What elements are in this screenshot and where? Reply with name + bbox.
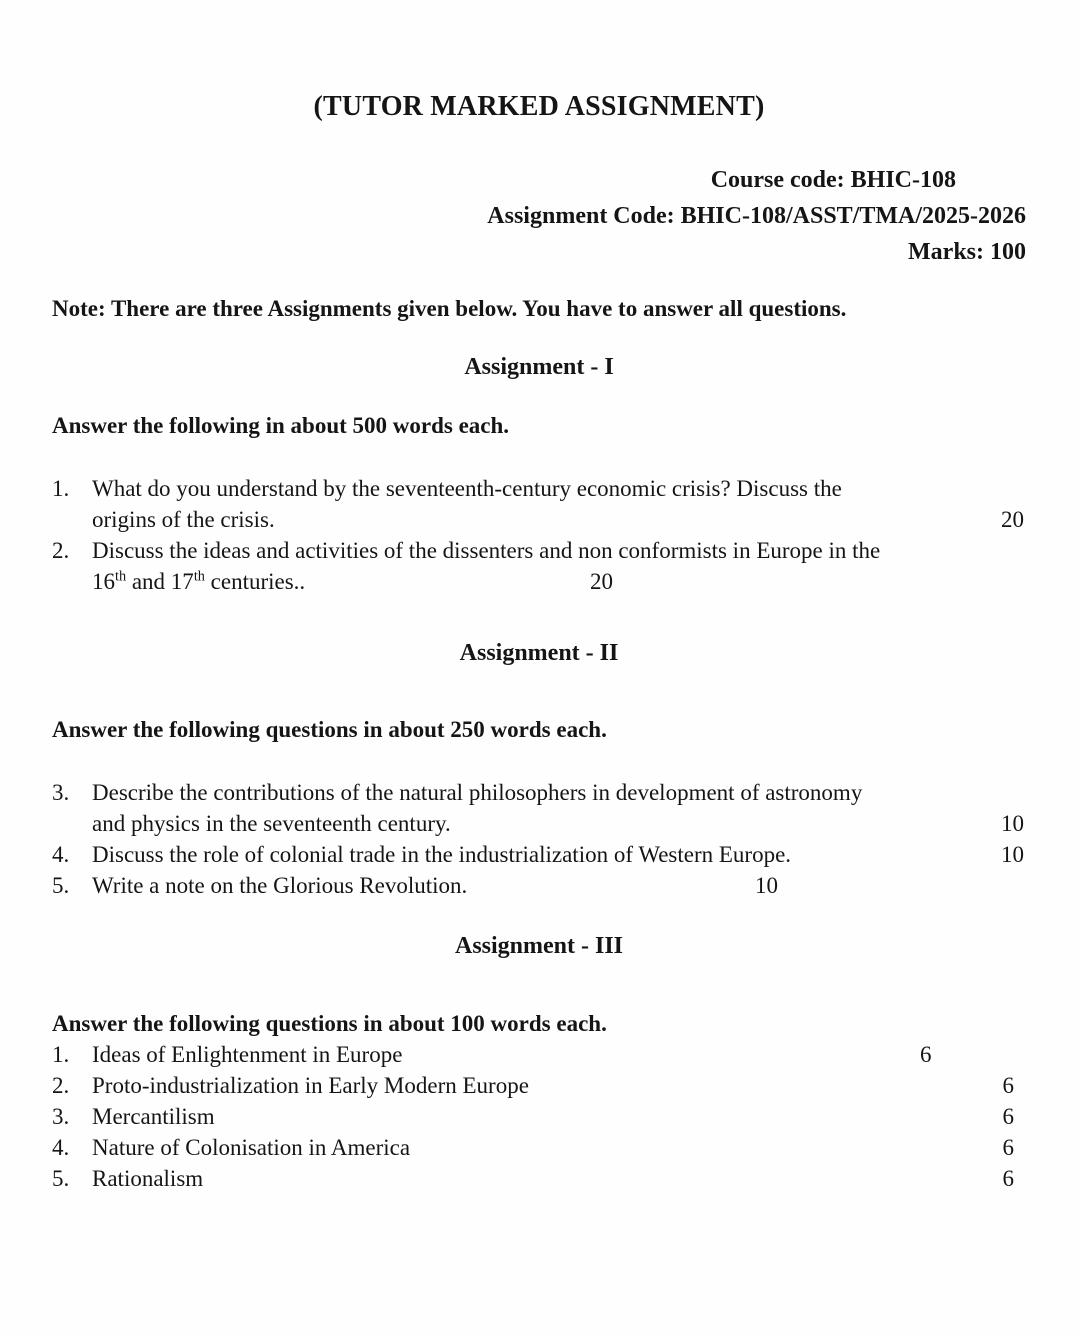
question-number: 1.	[52, 476, 70, 501]
assignment2-question-list	[52, 777, 1026, 901]
question-number: 1.	[52, 1042, 70, 1067]
question-text	[92, 1132, 1026, 1163]
question-text-line: Proto-industrialization in Early Modern Europe	[92, 1073, 529, 1098]
ordinal-superscript: th	[193, 568, 205, 585]
question-text	[92, 535, 1026, 597]
question-text-line: Nature of Colonisation in America	[92, 1135, 411, 1160]
assignment3-question-list	[52, 1039, 1026, 1194]
total-marks-line: Marks: 100	[908, 239, 1026, 265]
short-question-1	[52, 1039, 1026, 1070]
assignment3-instruction: Answer the following questions in about 100 words each.	[52, 1011, 607, 1036]
question-marks: 6	[1002, 1073, 1014, 1098]
question-marks: 10	[1001, 811, 1024, 836]
note-line: Note: There are three Assignments given below. You have to answer all questions.	[52, 296, 847, 321]
assignment-code-line: Assignment Code: BHIC-108/ASST/TMA/2025-2026	[487, 203, 1026, 229]
question-2	[52, 535, 1026, 597]
question-3	[52, 777, 1026, 839]
question-marks: 6	[1002, 1104, 1014, 1129]
question-text	[92, 1163, 1026, 1194]
question-number: 3.	[52, 780, 70, 805]
question-text-line: and physics in the seventeenth century.	[92, 811, 451, 836]
question-text-line: Mercantilism	[92, 1104, 215, 1129]
question-text	[92, 1070, 1026, 1101]
question-text	[92, 870, 1026, 901]
short-question-3	[52, 1101, 1026, 1132]
question-text	[92, 839, 1026, 870]
question-number: 4.	[52, 842, 70, 867]
question-text-line: Discuss the role of colonial trade in the industrialization of Western Europe.	[92, 842, 792, 867]
question-text-line: Write a note on the Glorious Revolution.	[92, 873, 468, 898]
question-marks: 20	[1001, 507, 1024, 532]
assignment1-heading: Assignment - I	[464, 354, 614, 380]
question-text	[92, 1039, 1026, 1070]
question-number: 2.	[52, 1073, 70, 1098]
document-title: (TUTOR MARKED ASSIGNMENT)	[313, 91, 765, 122]
question-text-line: origins of the crisis.	[92, 507, 275, 532]
short-question-2	[52, 1070, 1026, 1101]
question-number: 5.	[52, 1166, 70, 1191]
question-text-line: 16th and 17th centuries..	[92, 568, 306, 594]
question-number: 2.	[52, 538, 70, 563]
question-number: 3.	[52, 1104, 70, 1129]
question-text	[92, 473, 1026, 535]
question-marks: 6	[1002, 1135, 1014, 1160]
question-number: 5.	[52, 873, 70, 898]
question-text-line: What do you understand by the seventeenth-century economic crisis? Discuss the	[92, 476, 842, 501]
question-5	[52, 870, 1026, 901]
assignment2-heading: Assignment - II	[459, 640, 619, 666]
question-text	[92, 1101, 1026, 1132]
question-1	[52, 473, 1026, 535]
question-marks: 10	[1001, 842, 1024, 867]
question-text-line: Ideas of Enlightenment in Europe	[92, 1042, 403, 1067]
course-code-line: Course code: BHIC-108	[710, 167, 956, 193]
question-text-line: Rationalism	[92, 1166, 204, 1191]
question-marks: 6	[1002, 1166, 1014, 1191]
short-question-5	[52, 1163, 1026, 1194]
question-text-line: Discuss the ideas and activities of the dissenters and non conformists in Europe in the	[92, 538, 881, 563]
document-meta	[52, 162, 1026, 270]
question-marks: 20	[590, 569, 613, 594]
assignment1-question-list	[52, 473, 1026, 597]
question-marks: 10	[755, 873, 778, 898]
question-text-line: Describe the contributions of the natural philosophers in development of astronomy	[92, 780, 863, 805]
ordinal-superscript: th	[115, 568, 127, 585]
question-4	[52, 839, 1026, 870]
assignment3-heading: Assignment - III	[454, 933, 624, 959]
assignment2-instruction: Answer the following questions in about 250 words each.	[52, 717, 607, 742]
question-marks: 6	[920, 1042, 932, 1067]
question-text	[92, 777, 1026, 839]
short-question-4	[52, 1132, 1026, 1163]
assignment1-instruction: Answer the following in about 500 words each.	[52, 413, 510, 438]
question-number: 4.	[52, 1135, 70, 1160]
